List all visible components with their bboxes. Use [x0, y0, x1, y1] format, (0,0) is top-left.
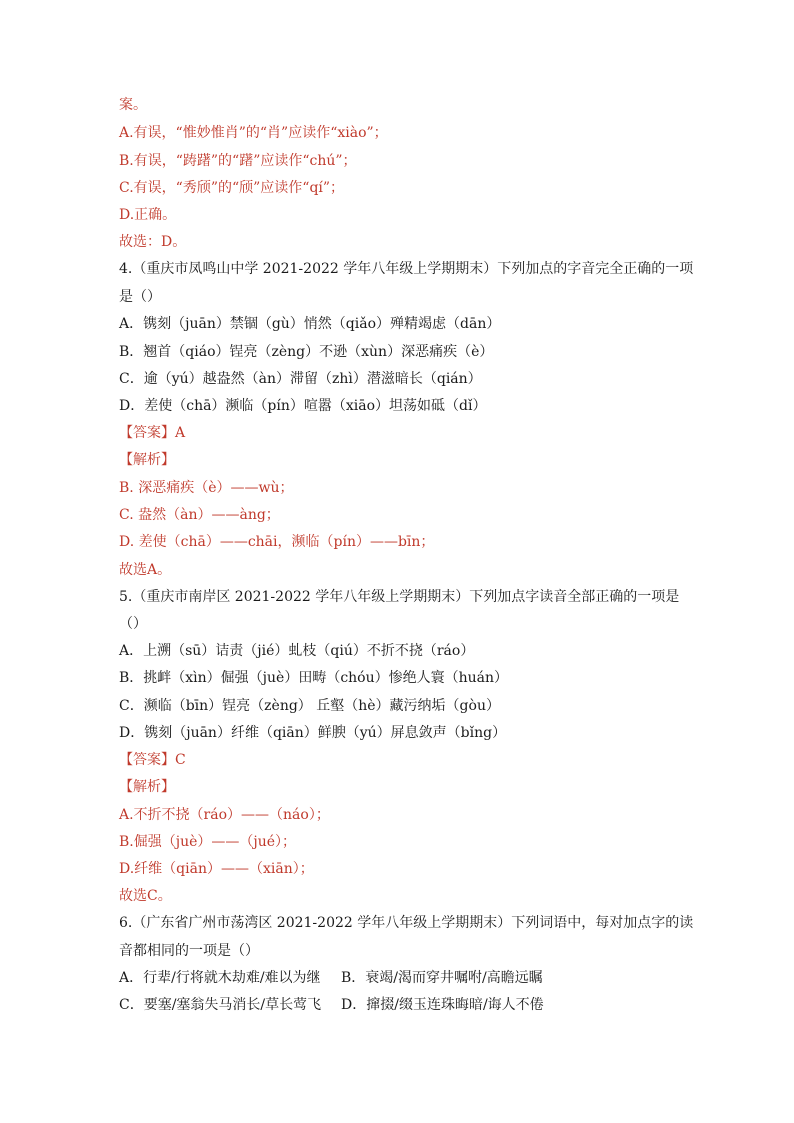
- q4-analysis-label: 【解析】: [119, 452, 175, 468]
- q6-option-a: A．行辈/行将就木劫难/难以为继: [119, 970, 321, 986]
- q5-analysis-b: B.倔强（juè）——（jué）；: [119, 834, 297, 850]
- q5-conclusion: 故选C。: [119, 888, 172, 904]
- q5-analysis-label: 【解析】: [119, 779, 175, 795]
- prev-analysis-a: A.有误，“惟妙惟肖”的“肖”应读作“xiào”；: [119, 125, 388, 141]
- q4-option-b: B．翘首（qiáo）锃亮（zèng）不逊（xùn）深恶痛疾（è）: [119, 344, 494, 360]
- q5-stem-line1: 5.（重庆市南岸区 2021-2022 学年八年级上学期期末）下列加点字读音全部正确的一项是: [119, 589, 680, 605]
- q5-answer: 【答案】C: [119, 752, 186, 768]
- q4-analysis-b: B. 深恶痛疾（è）——wù；: [119, 480, 294, 496]
- q5-analysis-a: A.不折不挠（ráo）——（náo）；: [119, 807, 330, 823]
- q4-option-d: D．差使（chā）濒临（pín）喧嚣（xiāo）坦荡如砥（dǐ）: [119, 398, 487, 414]
- prev-answer-tail: 案。: [119, 97, 147, 113]
- q6-option-b: B．衰竭/渴而穿井嘱咐/高瞻远瞩: [341, 970, 543, 986]
- q4-stem-line1: 4.（重庆市凤鸣山中学 2021-2022 学年八年级上学期期末）下列加点的字音完全正确的一项: [119, 261, 694, 277]
- q5-analysis-d: D.纤维（qiān）——（xiān）；: [119, 861, 314, 877]
- q5-stem-line2: （）: [119, 616, 147, 632]
- q5-option-a: A．上溯（sū）诘责（jié）虬枝（qiú）不折不挠（ráo）: [119, 643, 475, 659]
- q6-option-c: C．要塞/塞翁失马消长/草长莺飞: [119, 997, 322, 1013]
- q4-option-c: C．逾（yú）越盎然（àn）滞留（zhì）潜滋暗长（qián）: [119, 371, 482, 387]
- q5-option-d: D．镌刻（juān）纤维（qiān）鲜腴（yú）屏息敛声（bǐng）: [119, 725, 507, 741]
- q6-stem-line1: 6.（广东省广州市荡湾区 2021-2022 学年八年级上学期期末）下列词语中，每对加点字的读: [119, 915, 694, 931]
- q4-conclusion: 故选A。: [119, 562, 172, 578]
- q4-analysis-d: D. 差使（chā）——chāi，濒临（pín）——bīn；: [119, 534, 435, 550]
- prev-conclusion: 故选：D。: [119, 234, 187, 250]
- prev-analysis-d: D.正确。: [119, 207, 177, 223]
- prev-analysis-c: C.有误，“秀颀”的“颀”应读作“qí”；: [119, 180, 345, 196]
- q4-stem-line2: 是（）: [119, 289, 161, 305]
- q4-answer: 【答案】A: [119, 425, 186, 441]
- q6-option-d: D．撺掇/缀玉连珠晦暗/诲人不倦: [341, 997, 544, 1013]
- q5-option-b: B．挑衅（xìn）倔强（juè）田畴（chóu）惨绝人寰（huán）: [119, 670, 509, 686]
- q4-option-a: A．镌刻（juān）禁锢（gù）悄然（qiǎo）殚精竭虑（dān）: [119, 316, 501, 332]
- q5-option-c: C．濒临（bīn）锃亮（zèng） 丘壑（hè）藏污纳垢（gòu）: [119, 698, 500, 714]
- prev-analysis-b: B.有误，“踌躇”的“躇”应读作“chú”；: [119, 153, 357, 169]
- q4-analysis-c: C. 盎然（àn）——àng；: [119, 507, 280, 523]
- q6-stem-line2: 音都相同的一项是（）: [119, 943, 259, 959]
